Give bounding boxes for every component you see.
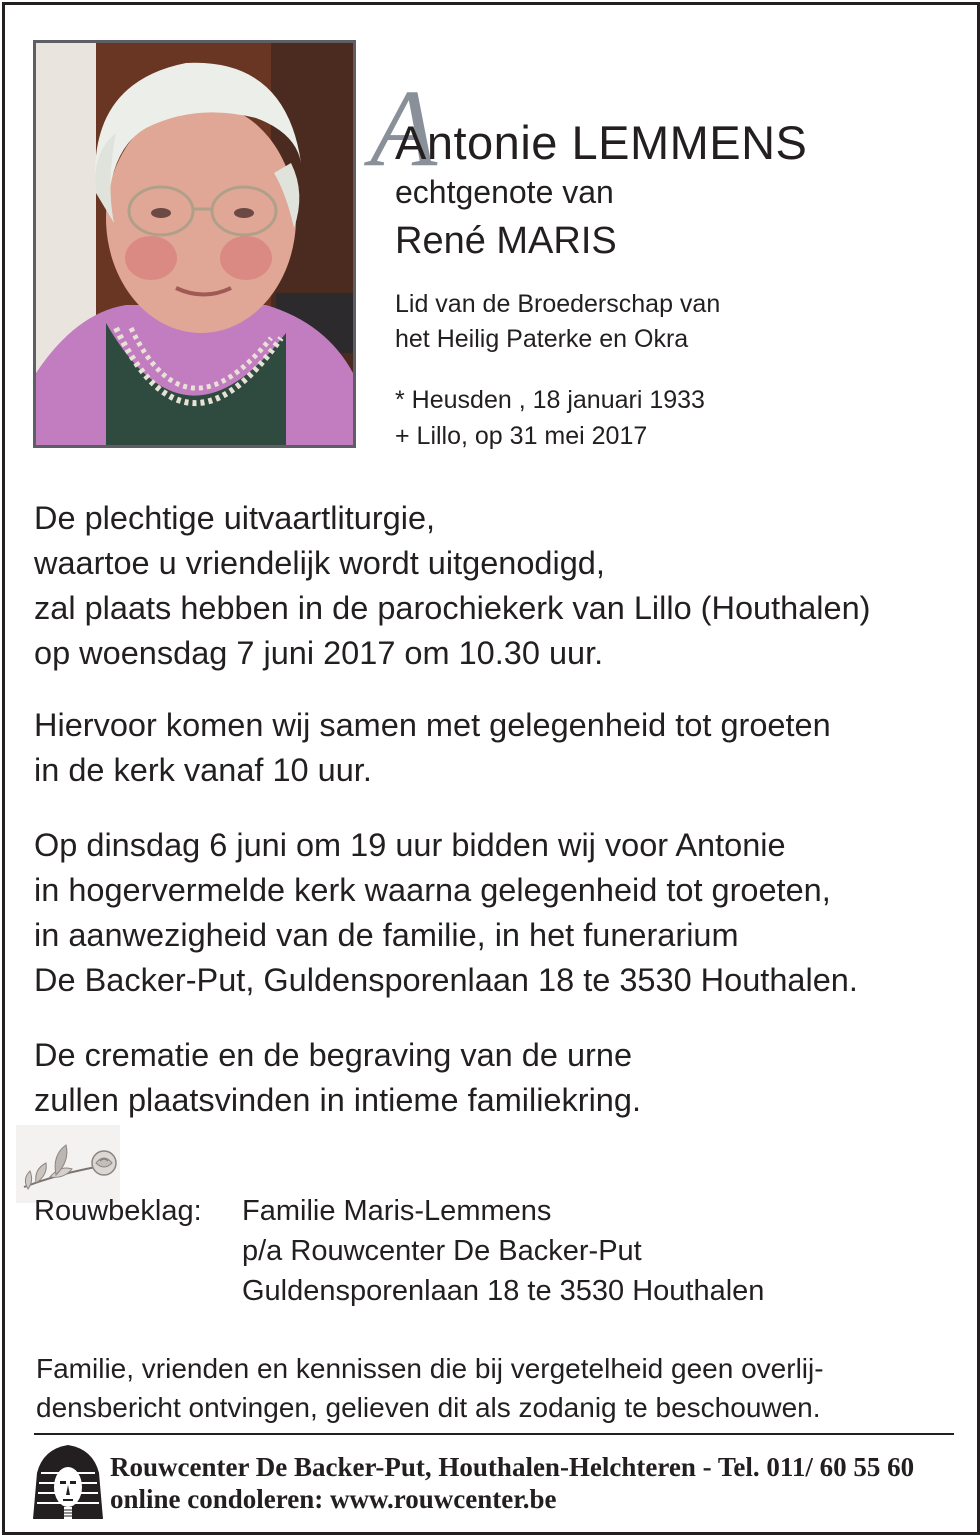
membership-info — [395, 287, 720, 357]
notice-line: densbericht ontvingen, gelieven dit als zodanig te beschouwen. — [36, 1392, 821, 1423]
paragraph-line: zal plaats hebben in de parochiekerk van Lillo (Houthalen) — [34, 590, 871, 626]
prayer-vigil-paragraph — [34, 823, 858, 1003]
life-dates — [395, 382, 705, 454]
svg-text:A: A — [370, 70, 438, 180]
paragraph-line: De Backer-Put, Guldensporenlaan 18 te 3530 Houthalen. — [34, 962, 858, 998]
portrait-photo-icon — [33, 40, 356, 448]
condolences-line: p/a Rouwcenter De Backer-Put — [242, 1235, 642, 1267]
funeral-service-paragraph — [34, 496, 871, 676]
paragraph-line: De plechtige uitvaartliturgie, — [34, 500, 436, 536]
gathering-paragraph — [34, 703, 831, 793]
paragraph-line: waartoe u vriendelijk wordt uitgenodigd, — [34, 545, 605, 581]
condolences-line: Guldensporenlaan 18 te 3530 Houthalen — [242, 1275, 765, 1307]
spouse-name: René MARIS — [395, 220, 617, 262]
paragraph-line: Op dinsdag 6 juni om 19 uur bidden wij voor Antonie — [34, 827, 786, 863]
notice-text — [36, 1349, 824, 1427]
notice-line: Familie, vrienden en kennissen die bij vergetelheid geen overlij- — [36, 1353, 824, 1384]
spouse-prefix: echtgenote van — [395, 174, 614, 210]
birth-date: * Heusden , 18 januari 1933 — [395, 386, 705, 414]
pharaoh-logo-icon — [33, 1443, 103, 1521]
paragraph-line: in hogervermelde kerk waarna gelegenheid tot groeten, — [34, 872, 831, 908]
cremation-paragraph — [34, 1033, 641, 1123]
deceased-name: Antonie LEMMENS — [395, 116, 808, 169]
paragraph-line: zullen plaatsvinden in intieme familiekring. — [34, 1082, 641, 1118]
membership-line: het Heilig Paterke en Okra — [395, 325, 689, 353]
paragraph-line: in aanwezigheid van de familie, in het funerarium — [34, 917, 739, 953]
funeral-home-footer — [110, 1451, 914, 1515]
condolences-label: Rouwbeklag: — [34, 1195, 202, 1227]
paragraph-line: op woensdag 7 juni 2017 om 10.30 uur. — [34, 635, 604, 671]
footer-divider — [34, 1433, 954, 1435]
membership-line: Lid van de Broederschap van — [395, 290, 721, 318]
online-condolence-link[interactable]: online condoleren: www.rouwcenter.be — [110, 1484, 557, 1514]
death-date: + Lillo, op 31 mei 2017 — [395, 422, 648, 450]
condolences-line: Familie Maris-Lemmens — [242, 1195, 552, 1227]
funeral-home-contact: Rouwcenter De Backer-Put, Houthalen-Helchteren - Tel. 011/ 60 55 60 — [110, 1452, 915, 1482]
paragraph-line: Hiervoor komen wij samen met gelegenheid tot groeten — [34, 707, 831, 743]
paragraph-line: De crematie en de begraving van de urne — [34, 1037, 633, 1073]
condolences-address — [242, 1191, 764, 1311]
paragraph-line: in de kerk vanaf 10 uur. — [34, 752, 372, 788]
